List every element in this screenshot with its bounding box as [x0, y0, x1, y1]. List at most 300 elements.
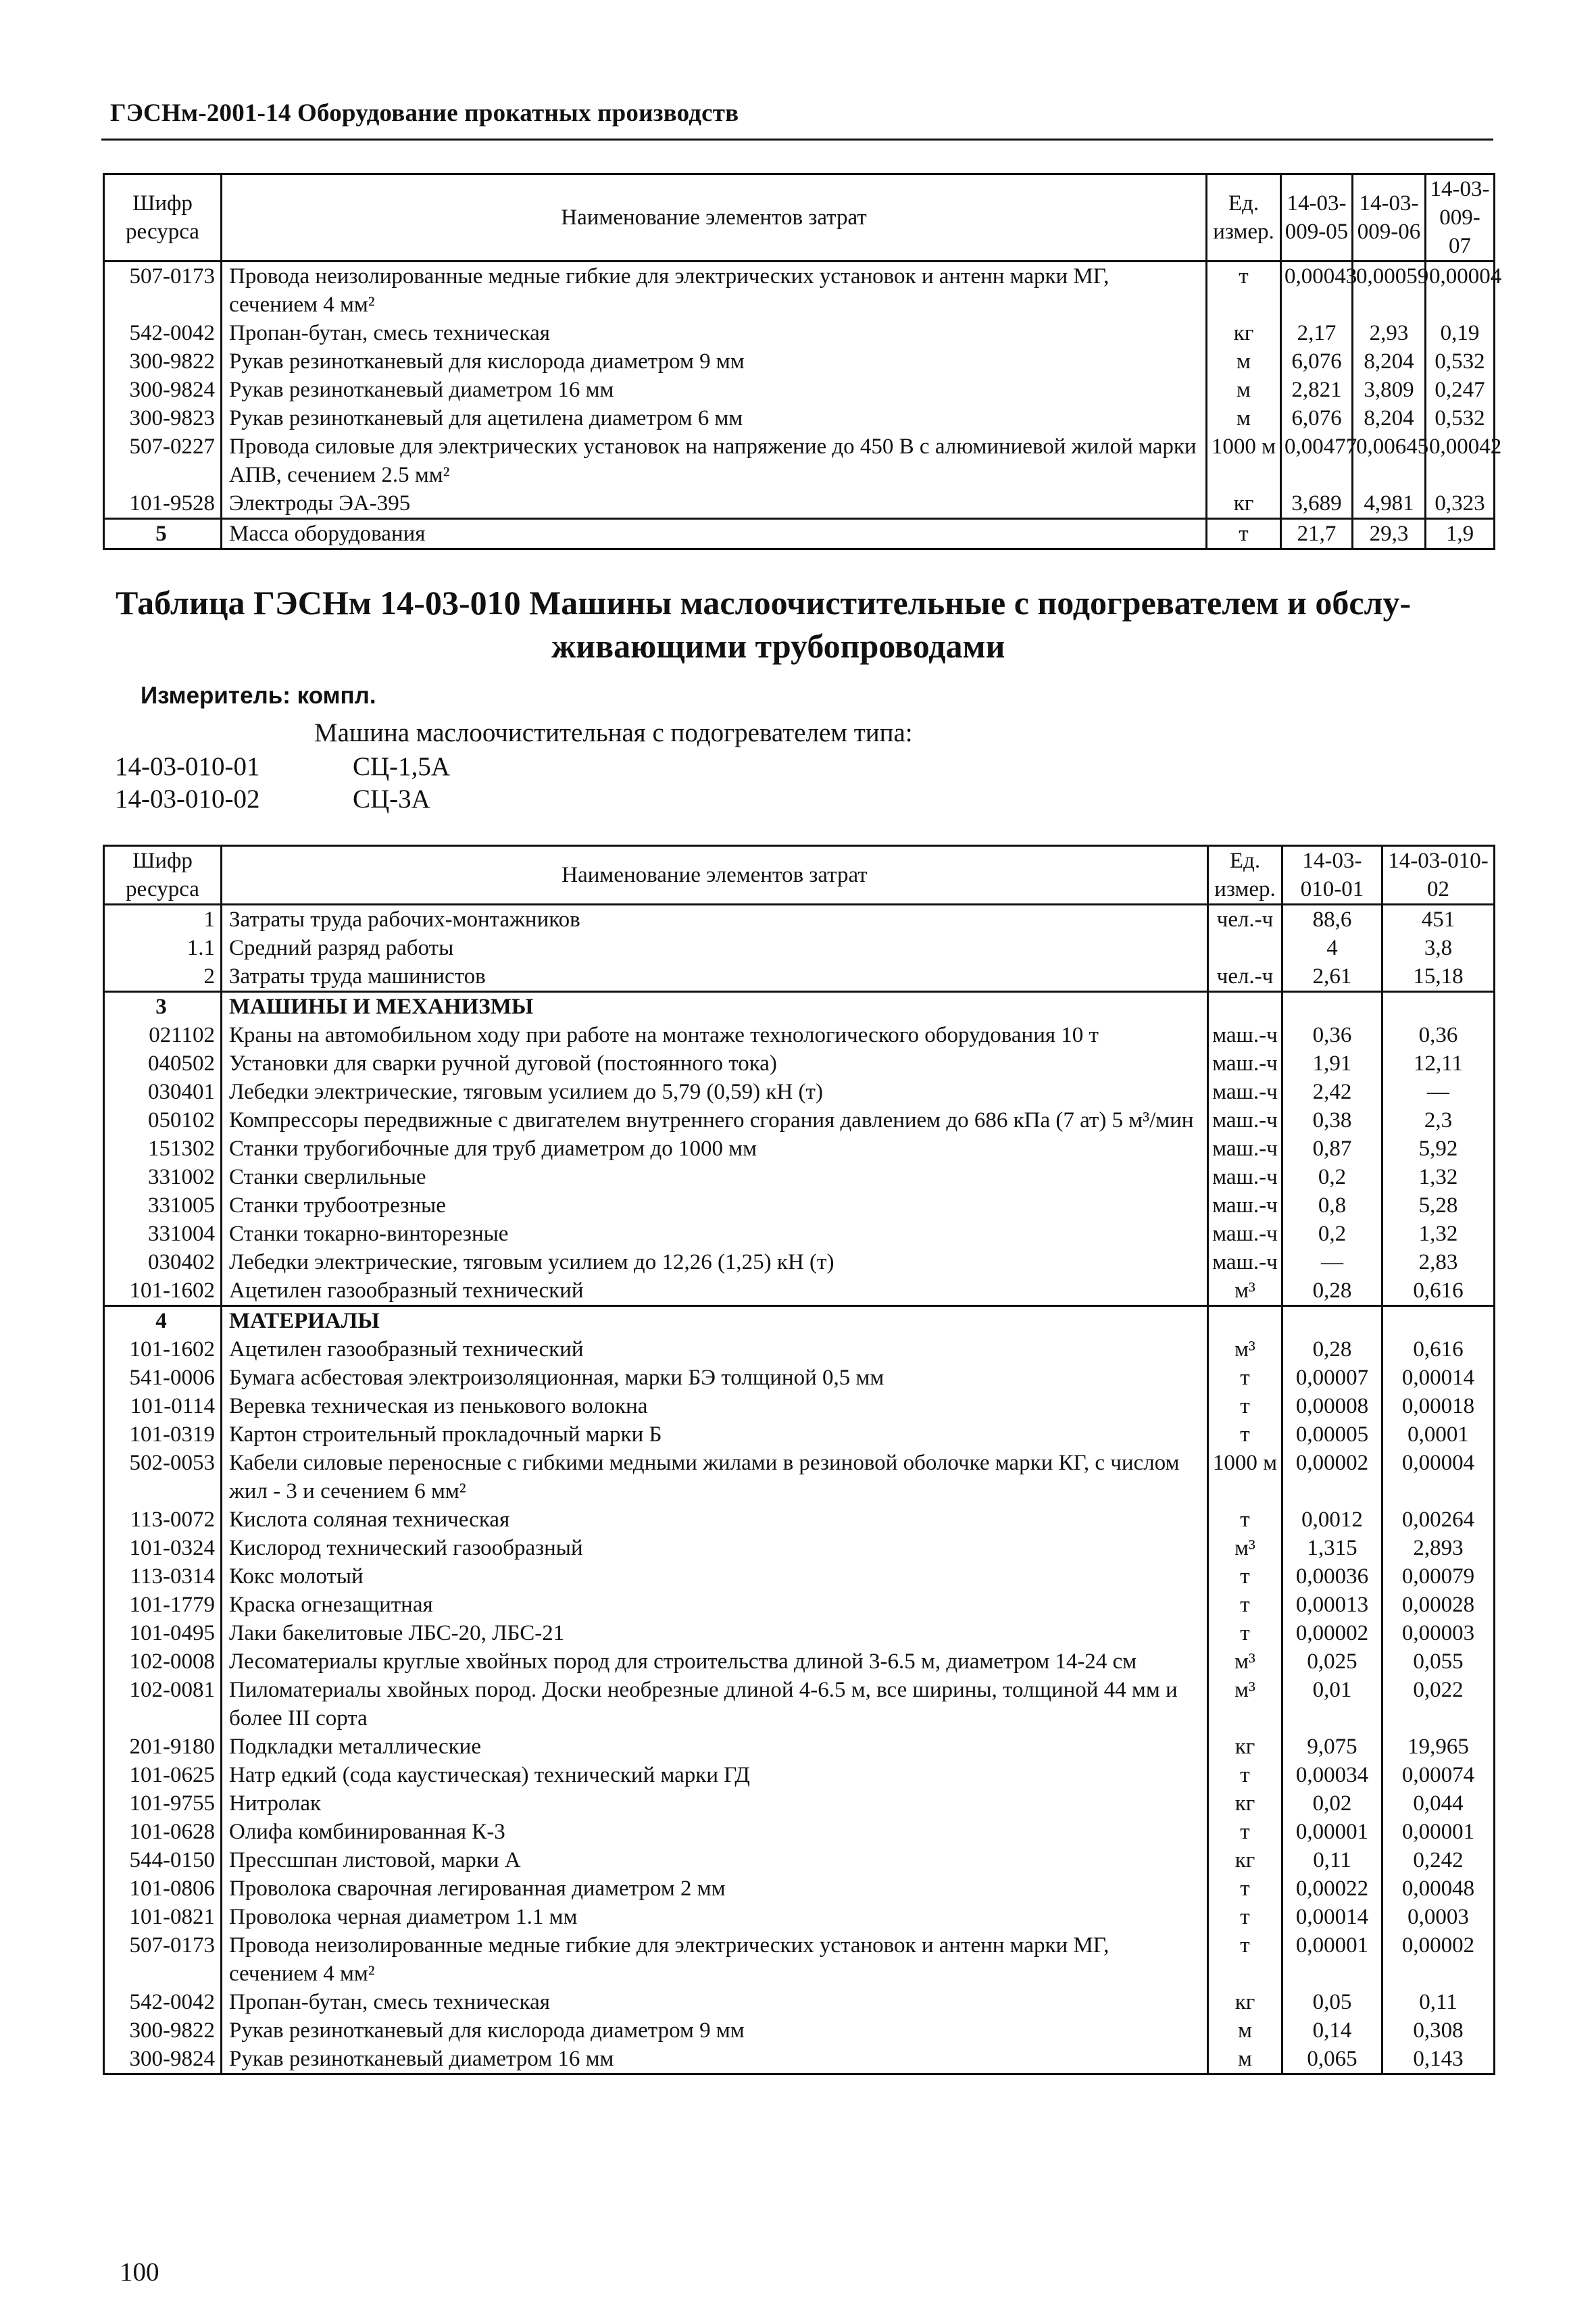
value-cell: 9,075	[1282, 1733, 1382, 1761]
value-cell: 1,91	[1282, 1049, 1382, 1078]
unit-cell: м³	[1208, 1335, 1282, 1364]
unit-cell: м	[1207, 404, 1281, 432]
unit-cell: маш.-ч	[1208, 1078, 1282, 1106]
resource-code: 2	[104, 962, 222, 992]
value-cell: 4	[1282, 934, 1382, 962]
resource-name: Кислота соляная техническая	[222, 1505, 1208, 1534]
value-cell: 0,00059	[1353, 262, 1426, 320]
col-header-14-03-009-07: 14-03-009-07	[1426, 174, 1495, 262]
unit-cell: кг	[1207, 319, 1281, 347]
unit-cell: м³	[1208, 1676, 1282, 1733]
value-cell: 0,11	[1382, 1988, 1495, 2016]
resource-code: 300-9823	[104, 404, 222, 432]
table-header-row	[104, 174, 1495, 262]
value-cell: 0,00005	[1282, 1420, 1382, 1449]
value-cell: 0,00002	[1282, 1449, 1382, 1505]
unit-cell: м	[1208, 2045, 1282, 2074]
resource-code: 541-0006	[104, 1364, 222, 1392]
resource-code: 021102	[104, 1021, 222, 1049]
table-row	[104, 1733, 1495, 1761]
table-row	[104, 1364, 1495, 1392]
col-header-14-03-009-06: 14-03-009-06	[1353, 174, 1426, 262]
value-cell: 0,8	[1282, 1191, 1382, 1220]
unit-cell: т	[1208, 1591, 1282, 1619]
table-row	[104, 1931, 1495, 1988]
table-row	[104, 376, 1495, 404]
page-number: 100	[120, 2258, 159, 2287]
table-row	[104, 1248, 1495, 1276]
resource-name: Станки трубоотрезные	[222, 1191, 1208, 1220]
resource-code: 101-0625	[104, 1761, 222, 1789]
value-cell: 0,00074	[1382, 1761, 1495, 1789]
resource-name: МАШИНЫ И МЕХАНИЗМЫ	[222, 992, 1208, 1022]
table-row	[104, 1078, 1495, 1106]
value-cell	[1382, 1306, 1495, 1336]
value-cell: 0,28	[1282, 1335, 1382, 1364]
resource-name: Кабели силовые переносные с гибкими медными жилами в резиновой оболочке марки КГ, с числом жил - 3 и сечением 6 мм²	[222, 1449, 1208, 1505]
resource-code: 542-0042	[104, 319, 222, 347]
value-cell: 2,42	[1282, 1078, 1382, 1106]
value-cell: 0,00014	[1282, 1903, 1382, 1931]
resource-code: 102-0008	[104, 1647, 222, 1676]
resource-code: 507-0227	[104, 432, 222, 489]
resource-name: Рукав резинотканевый для ацетилена диаметром 6 мм	[222, 404, 1207, 432]
resource-code: 3	[104, 992, 222, 1022]
value-cell: 15,18	[1382, 962, 1495, 992]
unit-cell: т	[1208, 1761, 1282, 1789]
resource-code: 030402	[104, 1248, 222, 1276]
resource-code: 544-0150	[104, 1846, 222, 1874]
unit-cell: м	[1208, 2016, 1282, 2045]
resource-name: Лебедки электрические, тяговым усилием до 5,79 (0,59) кН (т)	[222, 1078, 1208, 1106]
table-title-line1: Таблица ГЭСНм 14-03-010 Машины маслоочистительные с подогревателем и обслу-	[116, 584, 1412, 622]
table-row	[104, 1191, 1495, 1220]
unit-cell	[1208, 992, 1282, 1022]
table-row	[104, 1789, 1495, 1818]
resource-name: Установки для сварки ручной дуговой (постоянного тока)	[222, 1049, 1208, 1078]
unit-cell: 1000 м	[1207, 432, 1281, 489]
value-cell: 0,00477	[1281, 432, 1353, 489]
resource-code: 1	[104, 905, 222, 935]
value-cell: 19,965	[1382, 1733, 1495, 1761]
value-cell: 5,92	[1382, 1135, 1495, 1163]
value-cell	[1282, 992, 1382, 1022]
value-cell: 4,981	[1353, 489, 1426, 519]
unit-cell: т	[1207, 262, 1281, 320]
table-row	[104, 1988, 1495, 2016]
value-cell: 0,36	[1282, 1021, 1382, 1049]
unit-cell: м³	[1208, 1276, 1282, 1306]
resource-code: 1.1	[104, 934, 222, 962]
value-cell: 0,0001	[1382, 1420, 1495, 1449]
variant-name: СЦ-3А	[353, 785, 430, 814]
unit-cell: м	[1207, 376, 1281, 404]
table-row	[104, 1619, 1495, 1647]
resource-code: 151302	[104, 1135, 222, 1163]
unit-cell: т	[1208, 1818, 1282, 1846]
resource-name: Кислород технический газообразный	[222, 1534, 1208, 1562]
table-row	[104, 1449, 1495, 1505]
col-header-14-03-010-02: 14-03-010-02	[1382, 846, 1495, 905]
unit-cell: м³	[1208, 1647, 1282, 1676]
value-cell: 2,3	[1382, 1106, 1495, 1135]
value-cell: 0,36	[1382, 1021, 1495, 1049]
value-cell	[1382, 992, 1495, 1022]
measurement-unit-label: Измеритель: компл.	[141, 682, 376, 709]
table-row	[104, 905, 1495, 935]
value-cell: 0,00004	[1426, 262, 1495, 320]
resource-name: Станки сверлильные	[222, 1163, 1208, 1191]
value-cell: 88,6	[1282, 905, 1382, 935]
resource-name: Олифа комбинированная К-3	[222, 1818, 1208, 1846]
resource-name: Масса оборудования	[222, 519, 1207, 549]
value-cell: 0,00028	[1382, 1591, 1495, 1619]
resource-code: 101-9755	[104, 1789, 222, 1818]
resource-name: Ацетилен газообразный технический	[222, 1335, 1208, 1364]
value-cell: 0,022	[1382, 1676, 1495, 1733]
value-cell: 0,00043	[1281, 262, 1353, 320]
unit-cell: т	[1208, 1619, 1282, 1647]
value-cell: 0,00014	[1382, 1364, 1495, 1392]
resource-code: 101-0324	[104, 1534, 222, 1562]
table-row	[104, 2045, 1495, 2074]
resource-name: Прессшпан листовой, марки А	[222, 1846, 1208, 1874]
resource-name: Лаки бакелитовые ЛБС-20, ЛБС-21	[222, 1619, 1208, 1647]
value-cell: 0,065	[1282, 2045, 1382, 2074]
resource-code: 101-1779	[104, 1591, 222, 1619]
resource-code: 502-0053	[104, 1449, 222, 1505]
resource-code: 113-0072	[104, 1505, 222, 1534]
resource-code: 507-0173	[104, 262, 222, 320]
resource-name: Ацетилен газообразный технический	[222, 1276, 1208, 1306]
resource-name: Пиломатериалы хвойных пород. Доски необрезные длиной 4-6.5 м, все ширины, толщиной 44 мм и более III сорта	[222, 1676, 1208, 1733]
unit-cell: кг	[1208, 1733, 1282, 1761]
page-header-title: ГЭСНм-2001-14 Оборудование прокатных производств	[110, 99, 739, 127]
unit-cell	[1208, 1306, 1282, 1336]
resource-code: 5	[104, 519, 222, 549]
value-cell: 6,076	[1281, 347, 1353, 376]
table-row	[104, 962, 1495, 992]
table-row	[104, 1676, 1495, 1733]
resource-name: Нитролак	[222, 1789, 1208, 1818]
table-header-row	[104, 846, 1495, 905]
value-cell: 2,821	[1281, 376, 1353, 404]
col-header-name: Наименование элементов затрат	[222, 846, 1208, 905]
resource-name: Бумага асбестовая электроизоляционная, марки БЭ толщиной 0,5 мм	[222, 1364, 1208, 1392]
unit-cell: маш.-ч	[1208, 1248, 1282, 1276]
resource-code: 050102	[104, 1106, 222, 1135]
value-cell: 0,2	[1282, 1220, 1382, 1248]
table-row	[104, 1505, 1495, 1534]
value-cell: 0,308	[1382, 2016, 1495, 2045]
value-cell: 0,532	[1426, 404, 1495, 432]
table-row	[104, 489, 1495, 519]
resource-name: Веревка техническая из пенькового волокна	[222, 1392, 1208, 1420]
resource-code: 030401	[104, 1078, 222, 1106]
value-cell: 12,11	[1382, 1049, 1495, 1078]
resource-code: 300-9822	[104, 2016, 222, 2045]
table-row	[104, 1021, 1495, 1049]
resource-name: Картон строительный прокладочный марки Б	[222, 1420, 1208, 1449]
unit-cell: чел.-ч	[1208, 905, 1282, 935]
table-row	[104, 319, 1495, 347]
resource-table-009	[103, 173, 1502, 550]
unit-cell: маш.-ч	[1208, 1049, 1282, 1078]
unit-cell: маш.-ч	[1208, 1021, 1282, 1049]
resource-name: Проволока черная диаметром 1.1 мм	[222, 1903, 1208, 1931]
resource-code: 331004	[104, 1220, 222, 1248]
resource-code: 101-0628	[104, 1818, 222, 1846]
table-row	[104, 934, 1495, 962]
resource-name: Затраты труда машинистов	[222, 962, 1208, 992]
value-cell: 0,00007	[1282, 1364, 1382, 1392]
value-cell: 0,00079	[1382, 1562, 1495, 1591]
value-cell: 8,204	[1353, 347, 1426, 376]
value-cell: —	[1382, 1078, 1495, 1106]
resource-code: 101-0114	[104, 1392, 222, 1420]
resource-name: Рукав резинотканевый для кислорода диаметром 9 мм	[222, 2016, 1208, 2045]
value-cell: 0,87	[1282, 1135, 1382, 1163]
resource-name: Пропан-бутан, смесь техническая	[222, 1988, 1208, 2016]
resource-table-010	[103, 845, 1495, 2075]
resource-code: 113-0314	[104, 1562, 222, 1591]
unit-cell: т	[1208, 1874, 1282, 1903]
table-row	[104, 1220, 1495, 1248]
unit-cell: маш.-ч	[1208, 1163, 1282, 1191]
unit-cell: чел.-ч	[1208, 962, 1282, 992]
value-cell: 451	[1382, 905, 1495, 935]
value-cell: 0,00042	[1426, 432, 1495, 489]
table-row	[104, 1591, 1495, 1619]
col-header-unit: Ед. измер.	[1208, 846, 1282, 905]
value-cell: 29,3	[1353, 519, 1426, 549]
value-cell: 0,00264	[1382, 1505, 1495, 1534]
variant-code: 14-03-010-02	[115, 785, 260, 814]
unit-cell: м³	[1208, 1534, 1282, 1562]
resource-name: Подкладки металлические	[222, 1733, 1208, 1761]
value-cell: 6,076	[1281, 404, 1353, 432]
value-cell: 0,19	[1426, 319, 1495, 347]
col-header-code: Шифр ресурса	[104, 174, 222, 262]
value-cell: 21,7	[1281, 519, 1353, 549]
table-row	[104, 1903, 1495, 1931]
resource-name: Лебедки электрические, тяговым усилием до 12,26 (1,25) кН (т)	[222, 1248, 1208, 1276]
variant-code: 14-03-010-01	[115, 752, 260, 781]
resource-name: Станки токарно-винторезные	[222, 1220, 1208, 1248]
resource-name: Компрессоры передвижные с двигателем внутреннего сгорания давлением до 686 кПа (7 ат) 5 м³/мин	[222, 1106, 1208, 1135]
resource-code: 040502	[104, 1049, 222, 1078]
unit-cell: т	[1208, 1392, 1282, 1420]
resource-code: 507-0173	[104, 1931, 222, 1988]
col-header-14-03-010-01: 14-03-010-01	[1282, 846, 1382, 905]
resource-code: 300-9824	[104, 376, 222, 404]
table-row	[104, 2016, 1495, 2045]
table-row	[104, 347, 1495, 376]
value-cell: 0,00022	[1282, 1874, 1382, 1903]
value-cell: 0,044	[1382, 1789, 1495, 1818]
value-cell: 0,00002	[1282, 1619, 1382, 1647]
table-row	[104, 1392, 1495, 1420]
value-cell: 0,323	[1426, 489, 1495, 519]
unit-cell: т	[1208, 1364, 1282, 1392]
value-cell: 0,00003	[1382, 1619, 1495, 1647]
value-cell: 8,204	[1353, 404, 1426, 432]
resource-name: Средний разряд работы	[222, 934, 1208, 962]
unit-cell: т	[1207, 519, 1281, 549]
table-row	[104, 262, 1495, 320]
unit-cell: маш.-ч	[1208, 1106, 1282, 1135]
resource-code: 101-0806	[104, 1874, 222, 1903]
resource-code: 102-0081	[104, 1676, 222, 1733]
col-header-name: Наименование элементов затрат	[222, 174, 1207, 262]
resource-code: 4	[104, 1306, 222, 1336]
value-cell	[1282, 1306, 1382, 1336]
value-cell: 0,616	[1382, 1335, 1495, 1364]
value-cell: 0,00036	[1282, 1562, 1382, 1591]
table-title-line2: живающими трубопроводами	[551, 627, 1005, 665]
value-cell: 3,689	[1281, 489, 1353, 519]
value-cell: 2,83	[1382, 1248, 1495, 1276]
table-row	[104, 1534, 1495, 1562]
resource-name: Кокс молотый	[222, 1562, 1208, 1591]
table-row	[104, 432, 1495, 489]
unit-cell: маш.-ч	[1208, 1191, 1282, 1220]
value-cell: 3,809	[1353, 376, 1426, 404]
value-cell: 0,00004	[1382, 1449, 1495, 1505]
value-cell: 0,532	[1426, 347, 1495, 376]
unit-cell: 1000 м	[1208, 1449, 1282, 1505]
unit-cell: кг	[1208, 1988, 1282, 2016]
value-cell: 0,2	[1282, 1163, 1382, 1191]
value-cell: 1,32	[1382, 1220, 1495, 1248]
resource-code: 101-1602	[104, 1276, 222, 1306]
value-cell: 0,0003	[1382, 1903, 1495, 1931]
header-rule	[101, 139, 1493, 141]
value-cell: 0,025	[1282, 1647, 1382, 1676]
col-header-code: Шифр ресурса	[104, 846, 222, 905]
section-row	[104, 992, 1495, 1022]
table-row	[104, 1846, 1495, 1874]
resource-name: Рукав резинотканевый диаметром 16 мм	[222, 2045, 1208, 2074]
table-row	[104, 1276, 1495, 1306]
table-row	[104, 404, 1495, 432]
table-row	[104, 1335, 1495, 1364]
value-cell: 0,00013	[1282, 1591, 1382, 1619]
resource-name: Провода неизолированные медные гибкие для электрических установок и антенн марки МГ, сечением 4 мм²	[222, 1931, 1208, 1988]
value-cell: 0,055	[1382, 1647, 1495, 1676]
value-cell: 2,17	[1281, 319, 1353, 347]
value-cell: 3,8	[1382, 934, 1495, 962]
table-row	[104, 1562, 1495, 1591]
value-cell: 0,143	[1382, 2045, 1495, 2074]
resource-code: 542-0042	[104, 1988, 222, 2016]
value-cell: 0,616	[1382, 1276, 1495, 1306]
value-cell: 0,00008	[1282, 1392, 1382, 1420]
resource-code: 101-0319	[104, 1420, 222, 1449]
unit-cell: т	[1208, 1903, 1282, 1931]
resource-code: 300-9822	[104, 347, 222, 376]
value-cell: —	[1282, 1248, 1382, 1276]
resource-code: 101-0821	[104, 1903, 222, 1931]
table-row	[104, 1874, 1495, 1903]
value-cell: 0,00002	[1382, 1931, 1495, 1988]
value-cell: 5,28	[1382, 1191, 1495, 1220]
value-cell: 2,61	[1282, 962, 1382, 992]
value-cell: 0,00034	[1282, 1761, 1382, 1789]
value-cell: 0,00001	[1382, 1818, 1495, 1846]
unit-cell: маш.-ч	[1208, 1135, 1282, 1163]
value-cell: 0,0012	[1282, 1505, 1382, 1534]
resource-code: 101-9528	[104, 489, 222, 519]
resource-code: 201-9180	[104, 1733, 222, 1761]
resource-name: Затраты труда рабочих-монтажников	[222, 905, 1208, 935]
unit-cell: т	[1208, 1562, 1282, 1591]
unit-cell: т	[1208, 1505, 1282, 1534]
unit-cell: маш.-ч	[1208, 1220, 1282, 1248]
col-header-unit: Ед. измер.	[1207, 174, 1281, 262]
resource-name: Натр едкий (сода каустическая) технический марки ГД	[222, 1761, 1208, 1789]
variant-name: СЦ-1,5А	[353, 752, 451, 781]
table-row	[104, 1135, 1495, 1163]
value-cell: 0,00048	[1382, 1874, 1495, 1903]
resource-code: 101-1602	[104, 1335, 222, 1364]
unit-cell: м	[1207, 347, 1281, 376]
value-cell: 0,00001	[1282, 1818, 1382, 1846]
resource-code: 331005	[104, 1191, 222, 1220]
resource-name: Рукав резинотканевый диаметром 16 мм	[222, 376, 1207, 404]
resource-name: Провода силовые для электрических установок на напряжение до 450 В с алюминиевой жилой марки АПВ, сечением 2.5 мм²	[222, 432, 1207, 489]
unit-cell: т	[1208, 1931, 1282, 1988]
variant-intro-text: Машина маслоочистительная с подогревателем типа:	[314, 718, 913, 747]
value-cell: 2,93	[1353, 319, 1426, 347]
value-cell: 0,28	[1282, 1276, 1382, 1306]
value-cell: 0,00001	[1282, 1931, 1382, 1988]
value-cell: 0,00645	[1353, 432, 1426, 489]
resource-name: Станки трубогибочные для труб диаметром до 1000 мм	[222, 1135, 1208, 1163]
resource-name: Электроды ЭА-395	[222, 489, 1207, 519]
unit-cell: т	[1208, 1420, 1282, 1449]
unit-cell: кг	[1207, 489, 1281, 519]
table-row	[104, 1049, 1495, 1078]
resource-code: 300-9824	[104, 2045, 222, 2074]
table-row	[104, 1163, 1495, 1191]
table-row	[104, 1761, 1495, 1789]
resource-code: 101-0495	[104, 1619, 222, 1647]
value-cell: 0,38	[1282, 1106, 1382, 1135]
summary-row	[104, 519, 1495, 549]
value-cell: 0,02	[1282, 1789, 1382, 1818]
resource-name: Краны на автомобильном ходу при работе на монтаже технологического оборудования 10 т	[222, 1021, 1208, 1049]
value-cell: 0,242	[1382, 1846, 1495, 1874]
section-row	[104, 1306, 1495, 1336]
table-row	[104, 1420, 1495, 1449]
table-row	[104, 1818, 1495, 1846]
value-cell: 0,247	[1426, 376, 1495, 404]
value-cell: 1,9	[1426, 519, 1495, 549]
resource-name: МАТЕРИАЛЫ	[222, 1306, 1208, 1336]
value-cell: 0,05	[1282, 1988, 1382, 2016]
value-cell: 0,11	[1282, 1846, 1382, 1874]
value-cell: 1,315	[1282, 1534, 1382, 1562]
resource-name: Пропан-бутан, смесь техническая	[222, 319, 1207, 347]
value-cell: 0,14	[1282, 2016, 1382, 2045]
resource-name: Краска огнезащитная	[222, 1591, 1208, 1619]
value-cell: 2,893	[1382, 1534, 1495, 1562]
resource-name: Проволока сварочная легированная диаметром 2 мм	[222, 1874, 1208, 1903]
col-header-14-03-009-05: 14-03-009-05	[1281, 174, 1353, 262]
value-cell: 1,32	[1382, 1163, 1495, 1191]
unit-cell: кг	[1208, 1789, 1282, 1818]
